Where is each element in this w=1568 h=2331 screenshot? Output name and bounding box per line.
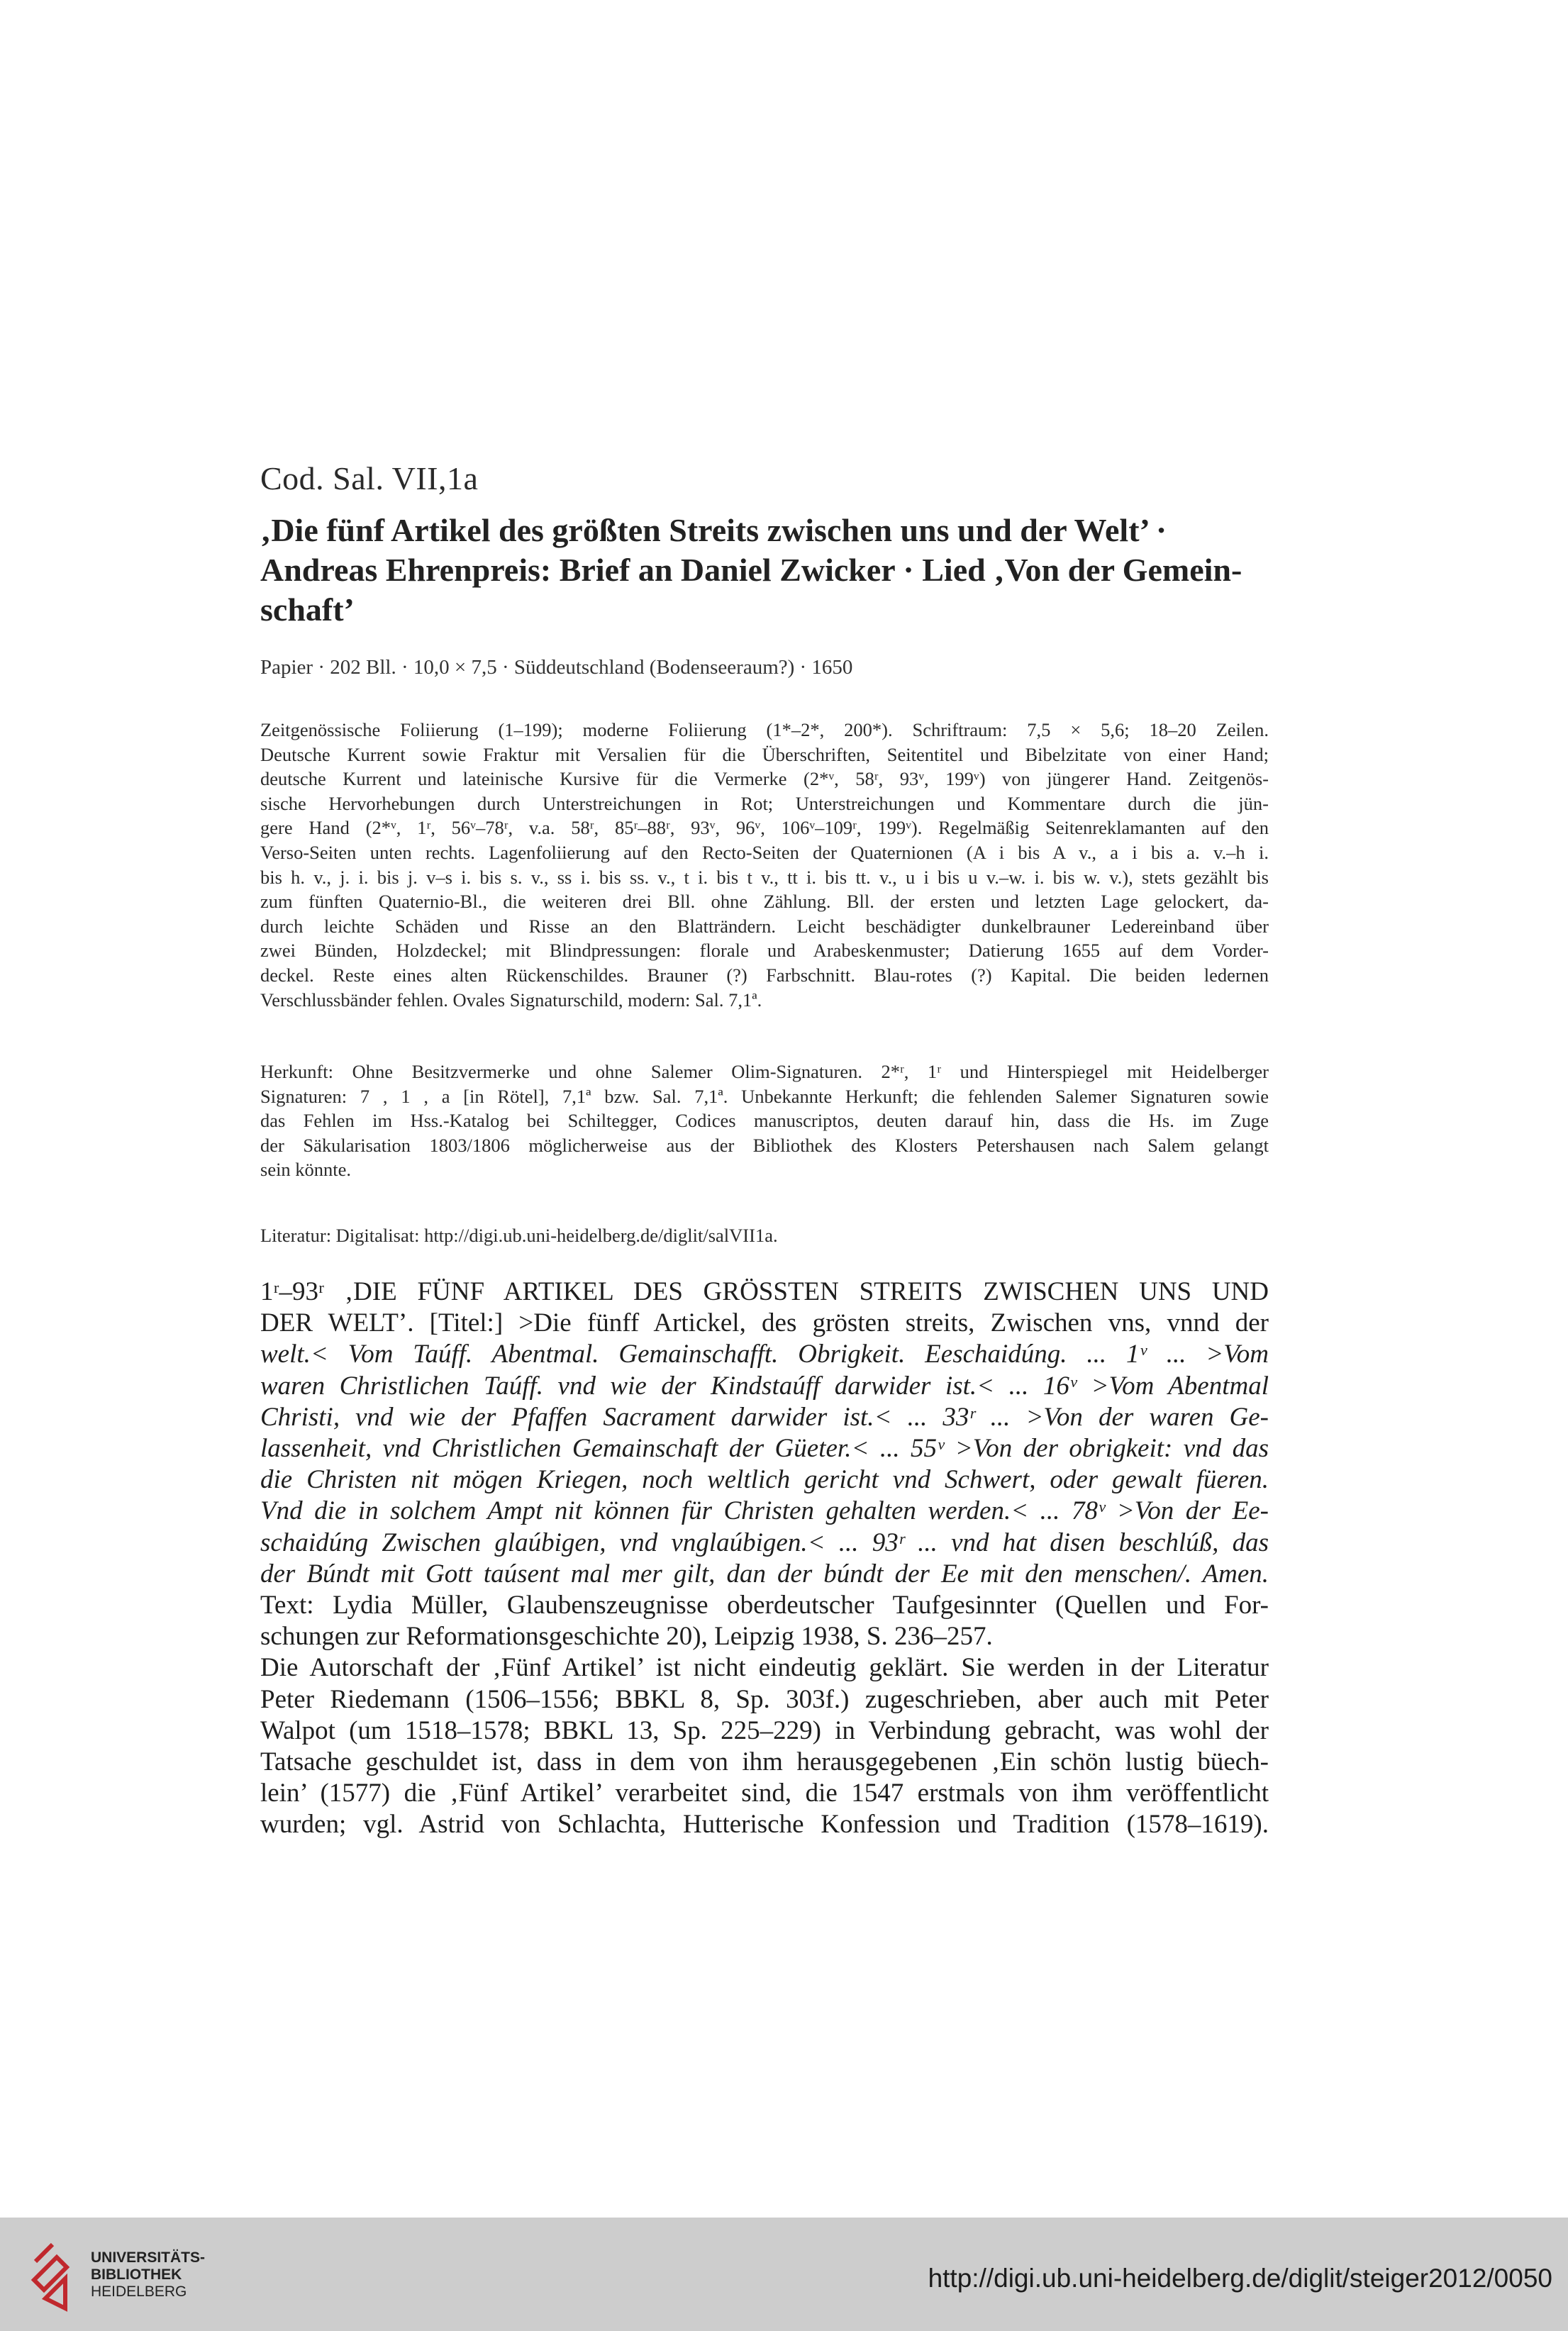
content-section bbox=[260, 1276, 1269, 1841]
description-line: zum fünften Quaternio-Bl., die weiteren drei Bll. ohne Zählung. Bll. der ersten und letzten Lage gelockert, da- bbox=[260, 891, 1269, 913]
content-line: welt.< Vom Taúff. Abentmal. Gemainschafft. Obrigkeit. Eeschaidúng. ... 1ᵛ ... >Vom bbox=[260, 1340, 1269, 1369]
provenance-line: Signaturen: 7 , 1 , a [in Rötel], 7,1ª bzw. Sal. 7,1ª. Unbekannte Herkunft; die fehlenden Salemer Signaturen sowie bbox=[260, 1085, 1269, 1107]
description-line: sische Hervorhebungen durch Unterstreichungen in Rot; Unterstreichungen und Kommentare durch die jün- bbox=[260, 792, 1269, 814]
description-line: zwei Bünden, Holzdeckel; mit Blindpressungen: florale und Arabeskenmuster; Datierung 1655 auf dem Vorder- bbox=[260, 940, 1269, 962]
content-line: Text: Lydia Müller, Glaubenszeugnisse oberdeutscher Taufgesinnter (Quellen und For- bbox=[260, 1591, 1269, 1620]
description-line: Deutsche Kurrent sowie Fraktur mit Versalien für die Überschriften, Seitentitel und Bibelzitate von einer Hand; bbox=[260, 743, 1269, 765]
literature-line: Literatur: Digitalisat: http://digi.ub.uni-heidelberg.de/diglit/salVII1a. bbox=[260, 1225, 778, 1246]
content-line: lein’ (1577) die ‚Fünf Artikel’ verarbeitet sind, die 1547 erstmals von ihm veröffentlicht bbox=[260, 1779, 1269, 1808]
content-line: Peter Riedemann (1506–1556; BBKL 8, Sp. 303f.) zugeschrieben, aber auch mit Peter bbox=[260, 1684, 1269, 1714]
title-line: Andreas Ehrenpreis: Brief an Daniel Zwicker · Lied ‚Von der Gemein- bbox=[260, 552, 1242, 588]
provenance-line: das Fehlen im Hss.-Katalog bei Schiltegger, Codices manuscriptos, deuten darauf hin, dass die Hs. im Zuge bbox=[260, 1110, 1269, 1132]
library-logo-text bbox=[91, 2249, 205, 2301]
provenance-line: der Säkularisation 1803/1806 möglicherweise aus der Bibliothek des Klosters Petershausen nach Salem gelangt bbox=[260, 1134, 1269, 1156]
logo-line: BIBLIOTHEK bbox=[91, 2266, 182, 2283]
content-line: lassenheit, vnd Christlichen Gemainschaft der Güeter.< ... 55ᵛ >Von der obrigkeit: vnd das bbox=[260, 1434, 1269, 1464]
content-line: der Búndt mit Gott taúsent mal mer gilt, dan der búndt der Ee mit den menschen/. Amen. bbox=[260, 1559, 1269, 1589]
footer-bar bbox=[0, 2218, 1568, 2331]
library-logo-icon bbox=[28, 2230, 84, 2317]
title-line: schaft’ bbox=[260, 591, 355, 628]
description-line: Zeitgenössische Foliierung (1–199); moderne Foliierung (1*–2*, 200*). Schriftraum: 7,5 × 5,6; 18–20 Zeilen. bbox=[260, 719, 1269, 740]
content-line: Christi, vnd wie der Pfaffen Sacrament darwider ist.< ... 33ʳ ... >Von der waren Ge- bbox=[260, 1402, 1269, 1432]
content-line: Tatsache geschuldet ist, dass in dem von ihm herausgegebenen ‚Ein schön lustig büech- bbox=[260, 1747, 1269, 1777]
manuscript-title bbox=[260, 511, 1281, 630]
description-line: deckel. Reste eines alten Rückenschildes. Brauner (?) Farbschnitt. Blau-rotes (?) Kapital. Die beiden ledernen bbox=[260, 964, 1269, 986]
physical-description: Papier · 202 Bll. · 10,0 × 7,5 · Süddeutschland (Bodenseeraum?) · 1650 bbox=[260, 656, 853, 679]
description-line: bis h. v., j. i. bis j. v–s i. bis s. v., ss i. bis ss. v., t i. bis t v., tt i. bis tt. v., u i bis u v.–w. i. bis w. v.), stets gezählt bis bbox=[260, 866, 1269, 888]
provenance-line: Herkunft: Ohne Besitzvermerke und ohne Salemer Olim-Signaturen. 2*ʳ, 1ʳ und Hinterspiegel mit Heidelberger bbox=[260, 1061, 1269, 1082]
logo-line: HEIDELBERG bbox=[91, 2283, 187, 2300]
content-line: 1ʳ–93ʳ ‚DIE FÜNF ARTIKEL DES GRÖSSTEN STREITS ZWISCHEN UNS UND bbox=[260, 1277, 1269, 1306]
provenance-section bbox=[260, 1059, 1269, 1182]
codicological-description bbox=[260, 718, 1269, 1012]
content-line: Vnd die in solchem Ampt nit können für Christen gehalten werden.< ... 78ᵛ >Von der Ee- bbox=[260, 1496, 1269, 1526]
content-line: Walpot (um 1518–1578; BBKL 13, Sp. 225–229) in Verbindung gebracht, was wohl der bbox=[260, 1715, 1269, 1745]
description-line: gere Hand (2*ᵛ, 1ʳ, 56ᵛ–78ʳ, v.a. 58ʳ, 85ʳ–88ʳ, 93ᵛ, 96ᵛ, 106ᵛ–109ʳ, 199ᵛ). Regelmäßig Seitenreklamanten auf den bbox=[260, 817, 1269, 839]
content-line: wurden; vgl. Astrid von Schlachta, Hutterische Konfession und Tradition (1578–1619). bbox=[260, 1810, 1269, 1840]
literature-section bbox=[260, 1223, 1269, 1248]
content-line: Die Autorschaft der ‚Fünf Artikel’ ist nicht eindeutig geklärt. Sie werden in der Literatur bbox=[260, 1653, 1269, 1683]
description-line: Verso-Seiten unten rechts. Lagenfoliierung auf den Recto-Seiten der Quaternionen (A i bis A v., a i bis a. v.–h i. bbox=[260, 841, 1269, 863]
description-line: deutsche Kurrent und lateinische Kursive für die Vermerke (2*ᵛ, 58ʳ, 93ᵛ, 199ᵛ) von jüngerer Hand. Zeitgenös- bbox=[260, 768, 1269, 790]
content-line: schungen zur Reformationsgeschichte 20), Leipzig 1938, S. 236–257. bbox=[260, 1622, 993, 1652]
description-line: durch leichte Schäden und Risse an den Blatträndern. Leicht beschädigter dunkelbrauner Ledereinband über bbox=[260, 915, 1269, 937]
content-line: die Christen nit mögen Kriegen, noch weltlich gericht vnd Schwert, oder gewalt füeren. bbox=[260, 1465, 1269, 1495]
content-line: DER WELT’. [Titel:] >Die fünff Artickel, des grösten streits, Zwischen vns, vnnd der bbox=[260, 1308, 1269, 1338]
source-url[interactable]: http://digi.ub.uni-heidelberg.de/diglit/steiger2012/0050 bbox=[928, 2264, 1552, 2293]
description-line: Verschlussbänder fehlen. Ovales Signaturschild, modern: Sal. 7,1ª. bbox=[260, 989, 762, 1011]
content-line: schaidúng Zwischen glaúbigen, vnd vnglaúbigen.< ... 93ʳ ... vnd hat disen beschlúß, das bbox=[260, 1528, 1269, 1557]
title-line: ‚Die fünf Artikel des größten Streits zwischen uns und der Welt’ · bbox=[260, 512, 1167, 548]
content-line: waren Christlichen Taúff. vnd wie der Kindstaúff darwider ist.< ... 16ᵛ >Vom Abentmal bbox=[260, 1371, 1269, 1401]
shelfmark: Cod. Sal. VII,1a bbox=[260, 460, 479, 496]
logo-line: UNIVERSITÄTS- bbox=[91, 2249, 206, 2266]
provenance-line: sein könnte. bbox=[260, 1159, 352, 1181]
